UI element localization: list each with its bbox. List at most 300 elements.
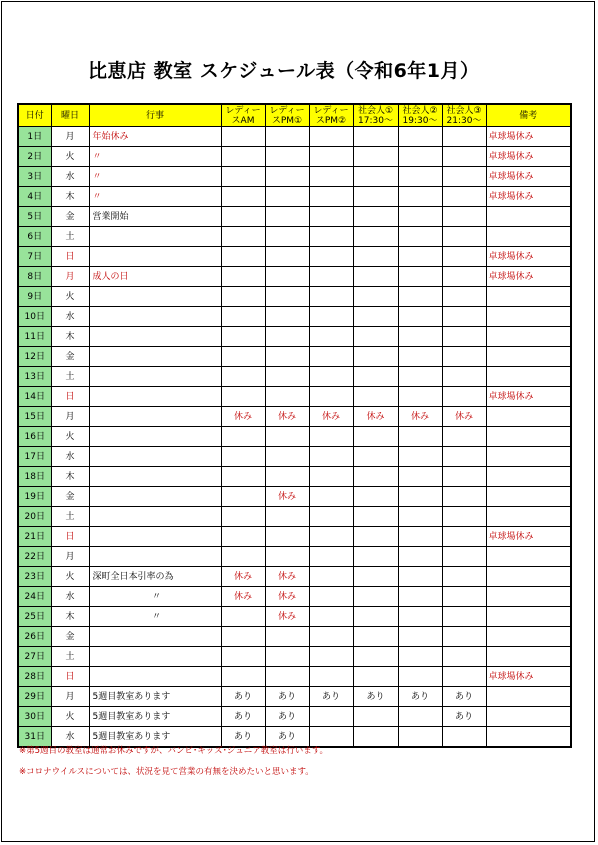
- slot-cell: [442, 287, 486, 307]
- note-cell: [486, 687, 571, 707]
- note-cell: [486, 647, 571, 667]
- slot-cell: [442, 627, 486, 647]
- note-cell: 卓球場休み: [486, 387, 571, 407]
- slot-cell: [309, 587, 353, 607]
- slot-cell: [353, 227, 398, 247]
- event-cell: [89, 347, 221, 367]
- table-row: [18, 127, 571, 147]
- weekday-cell: 月: [51, 407, 89, 427]
- date-cell: 14日: [18, 387, 51, 407]
- note-cell: 卓球場休み: [486, 267, 571, 287]
- weekday-cell: 火: [51, 287, 89, 307]
- slot-cell: [353, 247, 398, 267]
- slot-cell: 休み: [265, 407, 309, 427]
- weekday-cell: 火: [51, 427, 89, 447]
- note-cell: [486, 567, 571, 587]
- slot-cell: [442, 247, 486, 267]
- table-row: [18, 647, 571, 667]
- date-cell: 6日: [18, 227, 51, 247]
- slot-cell: [353, 587, 398, 607]
- slot-cell: [398, 287, 442, 307]
- slot-cell: [221, 447, 265, 467]
- date-cell: 1日: [18, 127, 51, 147]
- slot-cell: [309, 207, 353, 227]
- slot-cell: [353, 287, 398, 307]
- event-cell: [89, 667, 221, 687]
- slot-cell: 休み: [265, 587, 309, 607]
- slot-cell: [309, 647, 353, 667]
- slot-cell: [442, 527, 486, 547]
- event-cell: 成人の日: [89, 267, 221, 287]
- slot-cell: [221, 507, 265, 527]
- table-row: [18, 307, 571, 327]
- weekday-cell: 水: [51, 727, 89, 748]
- slot-cell: [353, 187, 398, 207]
- slot-cell: [442, 587, 486, 607]
- slot-cell: 休み: [221, 407, 265, 427]
- slot-cell: [353, 427, 398, 447]
- slot-cell: [309, 367, 353, 387]
- slot-cell: [221, 207, 265, 227]
- date-cell: 3日: [18, 167, 51, 187]
- slot-cell: [353, 667, 398, 687]
- page-title: 比恵店 教室 スケジュール表（令和6年1月）: [88, 60, 480, 82]
- date-cell: 19日: [18, 487, 51, 507]
- slot-cell: [221, 647, 265, 667]
- slot-cell: [442, 467, 486, 487]
- footnote-fifth-week: ※第5週目の教室は通常お休みですが、バンビ･キッズ･ジュニア教室は行います。: [19, 746, 329, 756]
- table-row: [18, 427, 571, 447]
- weekday-cell: 金: [51, 487, 89, 507]
- slot-cell: [221, 347, 265, 367]
- slot-cell: [265, 327, 309, 347]
- slot-cell: [398, 267, 442, 287]
- header-slot-1: レディースAM: [221, 104, 265, 127]
- slot-cell: [442, 727, 486, 748]
- table-row: [18, 407, 571, 427]
- weekday-cell: 土: [51, 507, 89, 527]
- slot-cell: [398, 667, 442, 687]
- date-cell: 31日: [18, 727, 51, 748]
- note-cell: [486, 507, 571, 527]
- note-cell: [486, 607, 571, 627]
- slot-cell: [442, 147, 486, 167]
- event-cell: 〃: [89, 187, 221, 207]
- slot-cell: [309, 387, 353, 407]
- event-cell: [89, 467, 221, 487]
- event-cell: 年始休み: [89, 127, 221, 147]
- date-cell: 30日: [18, 707, 51, 727]
- slot-cell: [353, 727, 398, 748]
- slot-cell: あり: [221, 727, 265, 748]
- slot-cell: [442, 607, 486, 627]
- slot-cell: [309, 167, 353, 187]
- note-cell: [486, 587, 571, 607]
- slot-cell: [265, 247, 309, 267]
- slot-cell: [398, 307, 442, 327]
- weekday-cell: 日: [51, 667, 89, 687]
- slot-cell: [442, 327, 486, 347]
- slot-cell: [265, 507, 309, 527]
- weekday-cell: 木: [51, 327, 89, 347]
- slot-cell: [398, 167, 442, 187]
- table-row: [18, 527, 571, 547]
- date-cell: 23日: [18, 567, 51, 587]
- date-cell: 18日: [18, 467, 51, 487]
- note-cell: [486, 447, 571, 467]
- footnote-corona: ※コロナウイルスについては、状況を見て営業の有無を決めたいと思います。: [19, 767, 314, 777]
- note-cell: [486, 427, 571, 447]
- weekday-cell: 月: [51, 687, 89, 707]
- event-cell: 深町全日本引率の為: [89, 567, 221, 587]
- table-row: [18, 467, 571, 487]
- event-cell: [89, 527, 221, 547]
- date-cell: 10日: [18, 307, 51, 327]
- slot-cell: あり: [353, 687, 398, 707]
- slot-cell: あり: [265, 727, 309, 748]
- slot-cell: 休み: [265, 607, 309, 627]
- note-cell: [486, 307, 571, 327]
- slot-cell: [265, 147, 309, 167]
- slot-cell: [353, 167, 398, 187]
- event-cell: [89, 487, 221, 507]
- date-cell: 27日: [18, 647, 51, 667]
- date-cell: 2日: [18, 147, 51, 167]
- slot-cell: [221, 547, 265, 567]
- slot-cell: あり: [265, 687, 309, 707]
- event-cell: 5週目教室あります: [89, 687, 221, 707]
- slot-cell: [221, 607, 265, 627]
- table-row: [18, 387, 571, 407]
- slot-cell: [221, 427, 265, 447]
- header-slot-2: レディースPM①: [265, 104, 309, 127]
- slot-cell: [309, 507, 353, 527]
- note-cell: [486, 707, 571, 727]
- slot-cell: [265, 627, 309, 647]
- date-cell: 12日: [18, 347, 51, 367]
- weekday-cell: 木: [51, 467, 89, 487]
- slot-cell: [398, 127, 442, 147]
- slot-cell: [221, 487, 265, 507]
- event-cell: [89, 367, 221, 387]
- slot-cell: [309, 347, 353, 367]
- slot-cell: [353, 627, 398, 647]
- slot-cell: [309, 527, 353, 547]
- weekday-cell: 水: [51, 447, 89, 467]
- slot-cell: あり: [221, 707, 265, 727]
- table-row: [18, 667, 571, 687]
- note-cell: [486, 627, 571, 647]
- slot-cell: [398, 727, 442, 748]
- slot-cell: [309, 447, 353, 467]
- slot-cell: [442, 347, 486, 367]
- slot-cell: [309, 307, 353, 327]
- weekday-cell: 火: [51, 567, 89, 587]
- event-cell: [89, 447, 221, 467]
- header-dow: 曜日: [51, 104, 89, 127]
- slot-cell: [442, 307, 486, 327]
- weekday-cell: 水: [51, 587, 89, 607]
- slot-cell: [442, 487, 486, 507]
- weekday-cell: 日: [51, 387, 89, 407]
- slot-cell: [221, 147, 265, 167]
- date-cell: 9日: [18, 287, 51, 307]
- slot-cell: [442, 167, 486, 187]
- slot-cell: [398, 467, 442, 487]
- note-cell: 卓球場休み: [486, 667, 571, 687]
- slot-cell: [309, 567, 353, 587]
- weekday-cell: 水: [51, 167, 89, 187]
- slot-cell: [442, 127, 486, 147]
- slot-cell: [265, 467, 309, 487]
- schedule-body: [18, 127, 571, 748]
- slot-cell: [221, 387, 265, 407]
- event-cell: 〃: [89, 587, 221, 607]
- slot-cell: [221, 327, 265, 347]
- slot-cell: [442, 547, 486, 567]
- note-cell: [486, 487, 571, 507]
- slot-cell: [265, 447, 309, 467]
- slot-cell: [221, 667, 265, 687]
- slot-cell: 休み: [353, 407, 398, 427]
- slot-cell: [353, 327, 398, 347]
- slot-cell: [309, 427, 353, 447]
- weekday-cell: 金: [51, 627, 89, 647]
- slot-cell: [398, 447, 442, 467]
- slot-cell: [265, 187, 309, 207]
- note-cell: [486, 367, 571, 387]
- event-cell: [89, 507, 221, 527]
- slot-cell: [265, 287, 309, 307]
- slot-cell: [265, 207, 309, 227]
- slot-cell: [309, 627, 353, 647]
- slot-cell: [265, 387, 309, 407]
- slot-cell: [398, 187, 442, 207]
- slot-cell: [309, 287, 353, 307]
- date-cell: 21日: [18, 527, 51, 547]
- weekday-cell: 木: [51, 607, 89, 627]
- slot-cell: [265, 127, 309, 147]
- note-cell: [486, 407, 571, 427]
- date-cell: 5日: [18, 207, 51, 227]
- date-cell: 16日: [18, 427, 51, 447]
- slot-cell: [398, 527, 442, 547]
- event-cell: 〃: [89, 147, 221, 167]
- header-slot-4: 社会人① 17:30～: [353, 104, 398, 127]
- slot-cell: [309, 187, 353, 207]
- slot-cell: [442, 427, 486, 447]
- slot-cell: [221, 367, 265, 387]
- event-cell: [89, 407, 221, 427]
- slot-cell: [309, 327, 353, 347]
- event-cell: [89, 387, 221, 407]
- slot-cell: [398, 327, 442, 347]
- date-cell: 11日: [18, 327, 51, 347]
- slot-cell: [353, 567, 398, 587]
- slot-cell: [353, 487, 398, 507]
- table-row: [18, 207, 571, 227]
- weekday-cell: 月: [51, 127, 89, 147]
- slot-cell: [265, 227, 309, 247]
- slot-cell: [353, 527, 398, 547]
- weekday-cell: 金: [51, 347, 89, 367]
- slot-cell: [309, 607, 353, 627]
- slot-cell: [221, 527, 265, 547]
- slot-cell: [398, 507, 442, 527]
- weekday-cell: 日: [51, 527, 89, 547]
- slot-cell: [398, 587, 442, 607]
- slot-cell: [221, 127, 265, 147]
- slot-cell: [221, 247, 265, 267]
- weekday-cell: 月: [51, 547, 89, 567]
- slot-cell: [353, 207, 398, 227]
- slot-cell: [221, 227, 265, 247]
- header-note: 備考: [486, 104, 571, 127]
- slot-cell: [221, 287, 265, 307]
- slot-cell: あり: [442, 687, 486, 707]
- table-row: [18, 247, 571, 267]
- event-cell: [89, 647, 221, 667]
- slot-cell: 休み: [265, 567, 309, 587]
- table-row: [18, 327, 571, 347]
- slot-cell: [398, 547, 442, 567]
- slot-cell: [353, 507, 398, 527]
- slot-cell: [353, 607, 398, 627]
- slot-cell: あり: [221, 687, 265, 707]
- weekday-cell: 土: [51, 367, 89, 387]
- note-cell: 卓球場休み: [486, 527, 571, 547]
- slot-cell: [309, 487, 353, 507]
- table-row: [18, 547, 571, 567]
- slot-cell: [309, 267, 353, 287]
- slot-cell: 休み: [398, 407, 442, 427]
- table-row: [18, 607, 571, 627]
- slot-cell: [265, 167, 309, 187]
- slot-cell: [309, 467, 353, 487]
- slot-cell: 休み: [442, 407, 486, 427]
- slot-cell: あり: [442, 707, 486, 727]
- note-cell: [486, 227, 571, 247]
- slot-cell: [221, 307, 265, 327]
- note-cell: 卓球場休み: [486, 167, 571, 187]
- date-cell: 28日: [18, 667, 51, 687]
- event-cell: 〃: [89, 167, 221, 187]
- slot-cell: [221, 467, 265, 487]
- slot-cell: [442, 367, 486, 387]
- slot-cell: [265, 347, 309, 367]
- event-cell: [89, 247, 221, 267]
- table-row: [18, 627, 571, 647]
- note-cell: 卓球場休み: [486, 187, 571, 207]
- table-row: [18, 447, 571, 467]
- slot-cell: [309, 247, 353, 267]
- slot-cell: [309, 227, 353, 247]
- date-cell: 29日: [18, 687, 51, 707]
- header-date: 日付: [18, 104, 51, 127]
- table-row: [18, 367, 571, 387]
- event-cell: [89, 327, 221, 347]
- slot-cell: [353, 367, 398, 387]
- date-cell: 7日: [18, 247, 51, 267]
- date-cell: 25日: [18, 607, 51, 627]
- slot-cell: [221, 167, 265, 187]
- slot-cell: [221, 627, 265, 647]
- note-cell: [486, 467, 571, 487]
- slot-cell: [442, 647, 486, 667]
- slot-cell: [398, 147, 442, 167]
- slot-cell: [353, 467, 398, 487]
- table-row: [18, 167, 571, 187]
- slot-cell: [265, 307, 309, 327]
- slot-cell: [398, 647, 442, 667]
- slot-cell: [398, 247, 442, 267]
- event-cell: 営業開始: [89, 207, 221, 227]
- table-row: [18, 187, 571, 207]
- slot-cell: あり: [309, 687, 353, 707]
- slot-cell: [265, 527, 309, 547]
- slot-cell: [221, 187, 265, 207]
- table-row: [18, 227, 571, 247]
- slot-cell: [442, 207, 486, 227]
- slot-cell: [398, 227, 442, 247]
- slot-cell: [265, 547, 309, 567]
- event-cell: [89, 307, 221, 327]
- slot-cell: [398, 367, 442, 387]
- schedule-table: [17, 103, 572, 748]
- slot-cell: [398, 707, 442, 727]
- table-row: [18, 287, 571, 307]
- date-cell: 22日: [18, 547, 51, 567]
- slot-cell: [265, 667, 309, 687]
- table-row: [18, 147, 571, 167]
- slot-cell: [309, 707, 353, 727]
- weekday-cell: 火: [51, 707, 89, 727]
- slot-cell: [442, 187, 486, 207]
- date-cell: 8日: [18, 267, 51, 287]
- slot-cell: [442, 267, 486, 287]
- table-row: [18, 507, 571, 527]
- table-row: [18, 687, 571, 707]
- header-slot-5: 社会人② 19:30～: [398, 104, 442, 127]
- slot-cell: [353, 547, 398, 567]
- slot-cell: [309, 547, 353, 567]
- header-event: 行事: [89, 104, 221, 127]
- event-cell: [89, 427, 221, 447]
- note-cell: 卓球場休み: [486, 247, 571, 267]
- slot-cell: [398, 487, 442, 507]
- note-cell: [486, 287, 571, 307]
- slot-cell: [398, 427, 442, 447]
- slot-cell: [442, 447, 486, 467]
- event-cell: [89, 627, 221, 647]
- slot-cell: [309, 667, 353, 687]
- table-row: [18, 487, 571, 507]
- date-cell: 4日: [18, 187, 51, 207]
- header-slot-6: 社会人③ 21:30～: [442, 104, 486, 127]
- note-cell: 卓球場休み: [486, 147, 571, 167]
- weekday-cell: 土: [51, 647, 89, 667]
- table-row: [18, 587, 571, 607]
- date-cell: 24日: [18, 587, 51, 607]
- header-row: [18, 104, 571, 127]
- weekday-cell: 日: [51, 247, 89, 267]
- slot-cell: [309, 147, 353, 167]
- slot-cell: [442, 387, 486, 407]
- slot-cell: [442, 227, 486, 247]
- slot-cell: あり: [398, 687, 442, 707]
- slot-cell: [353, 147, 398, 167]
- slot-cell: [353, 347, 398, 367]
